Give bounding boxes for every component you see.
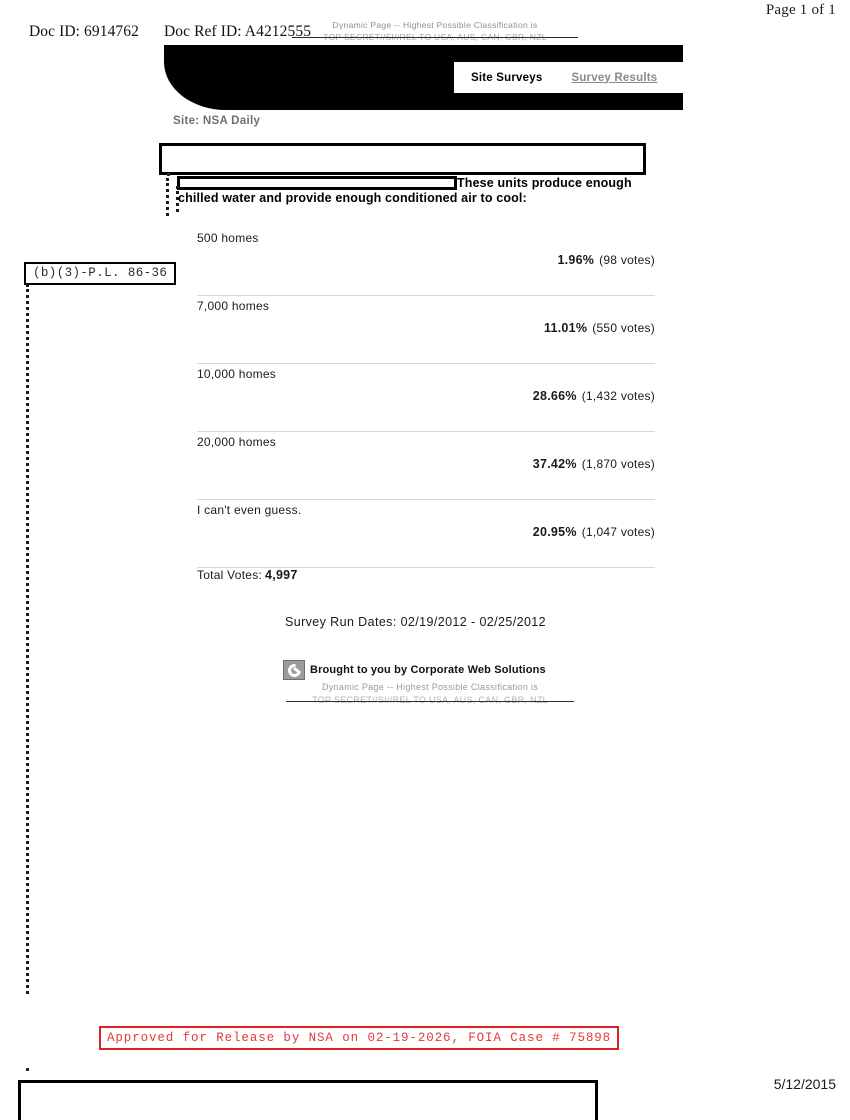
classification-line-1: Dynamic Page -- Highest Possible Classification is xyxy=(321,682,539,692)
poll-option-percent: 20.95% xyxy=(532,525,577,539)
classification-banner-top xyxy=(290,20,580,41)
question-redacted-lead xyxy=(178,186,457,187)
poll-row xyxy=(197,296,655,364)
redaction-leader-line-upper-2 xyxy=(176,186,182,212)
poll-option-percent: 11.01% xyxy=(544,321,588,335)
scan-speck xyxy=(26,1068,29,1071)
masthead-redaction-block xyxy=(164,45,458,110)
footer-credit-text: Brought to you by Corporate Web Solutions xyxy=(310,664,546,676)
poll-option-result xyxy=(533,389,655,403)
poll-option-label: 7,000 homes xyxy=(197,299,270,313)
doc-id-label: Doc ID: 6914762 xyxy=(29,23,139,40)
classification-banner-bottom xyxy=(280,682,580,705)
redaction-leader-line xyxy=(26,284,32,994)
poll-option-result xyxy=(557,253,655,267)
poll-row xyxy=(197,228,655,296)
poll-option-label: 10,000 homes xyxy=(197,367,277,381)
bottom-redaction-frame xyxy=(18,1080,598,1120)
survey-run-dates: Survey Run Dates: 02/19/2012 - 02/25/2012 xyxy=(285,615,547,629)
poll-option-label: I can't even guess. xyxy=(197,503,302,517)
redaction-leader-line-upper xyxy=(166,178,172,216)
poll-option-votes: (98 votes) xyxy=(599,253,655,267)
poll-option-votes: (1,870 votes) xyxy=(581,457,655,471)
masthead-bottom-bar xyxy=(454,93,683,110)
question-line-2: chilled water and provide enough conditioned air to cool: xyxy=(178,190,527,205)
classification-line-2: TOP SECRET//SI//REL TO USA, AUS, CAN, GBR, NZL xyxy=(290,32,580,43)
total-votes-label: Total Votes: xyxy=(197,568,263,582)
poll-option-votes: (1,047 votes) xyxy=(581,525,655,539)
site-label: Site: NSA Daily xyxy=(173,115,261,127)
doc-ref-id-label: Doc Ref ID: A4212555 xyxy=(163,23,312,40)
total-votes xyxy=(197,568,298,582)
poll-option-votes: (550 votes) xyxy=(592,321,655,335)
tab-survey-results[interactable]: Survey Results xyxy=(571,71,658,84)
corporate-web-solutions-logo-icon xyxy=(283,660,305,680)
redaction-exemption-label: (b)(3)-P.L. 86-36 xyxy=(24,262,176,285)
redaction-box-title xyxy=(159,143,646,175)
foia-release-stamp: Approved for Release by NSA on 02-19-2026, FOIA Case # 75898 xyxy=(99,1026,619,1050)
print-date: 5/12/2015 xyxy=(773,1076,836,1092)
classification-line-2: TOP SECRET//SI//REL TO USA, AUS, CAN, GBR, NZL xyxy=(280,695,580,707)
poll-option-result xyxy=(544,321,655,335)
question-line-1: These units produce enough xyxy=(457,176,632,190)
classification-line-1: Dynamic Page -- Highest Possible Classification is xyxy=(332,20,538,30)
poll-option-result xyxy=(533,457,655,471)
document-id-header xyxy=(29,23,311,41)
poll-option-label: 20,000 homes xyxy=(197,435,277,449)
tab-site-surveys[interactable]: Site Surveys xyxy=(471,71,543,84)
footer-credit xyxy=(283,660,546,680)
poll-option-percent: 37.42% xyxy=(532,457,577,471)
poll-option-percent: 28.66% xyxy=(532,389,577,403)
masthead-top-bar xyxy=(454,45,683,62)
poll-option-votes: (1,432 votes) xyxy=(581,389,655,403)
poll-option-percent: 1.96% xyxy=(557,253,595,267)
site-navigation[interactable] xyxy=(454,62,683,93)
poll-row xyxy=(197,364,655,432)
poll-row xyxy=(197,432,655,500)
total-votes-value: 4,997 xyxy=(265,568,298,582)
poll-option-result xyxy=(533,525,655,539)
page-indicator: Page 1 of 1 xyxy=(765,2,836,18)
poll-option-label: 500 homes xyxy=(197,231,259,245)
poll-row xyxy=(197,500,655,568)
poll-results-list xyxy=(197,228,655,568)
survey-question xyxy=(178,176,668,205)
scan-speck xyxy=(167,173,170,176)
site-masthead xyxy=(164,45,683,110)
